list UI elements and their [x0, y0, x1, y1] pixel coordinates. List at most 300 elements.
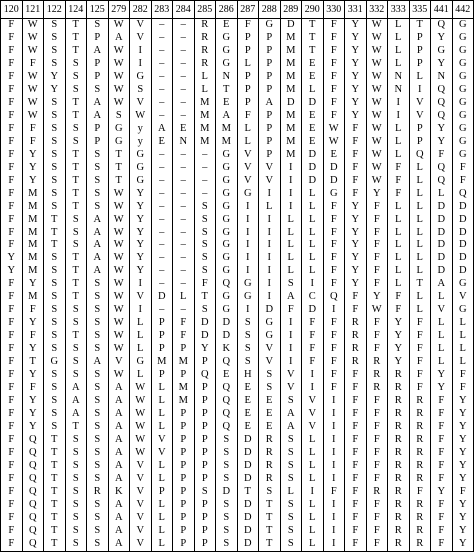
residue-cell: Y — [452, 421, 474, 434]
residue-cell: R — [345, 356, 367, 369]
residue-cell: A — [87, 45, 109, 58]
residue-cell: W — [366, 149, 388, 162]
alignment-row — [1, 382, 474, 395]
residue-cell: Q — [22, 499, 44, 512]
residue-cell: F — [1, 239, 23, 252]
residue-cell: I — [280, 356, 302, 369]
residue-cell: F — [1, 58, 23, 71]
residue-cell: S — [87, 525, 109, 538]
residue-cell: G — [259, 317, 281, 330]
residue-cell: – — [151, 110, 173, 123]
residue-cell: F — [366, 512, 388, 525]
residue-cell: M — [22, 214, 44, 227]
residue-cell: I — [259, 227, 281, 240]
residue-cell: I — [302, 382, 324, 395]
residue-cell: L — [431, 343, 453, 356]
residue-cell: P — [259, 32, 281, 45]
residue-cell: – — [151, 162, 173, 175]
residue-cell: T — [65, 252, 87, 265]
residue-cell: S — [216, 538, 238, 551]
residue-cell: W — [130, 421, 152, 434]
residue-cell: L — [409, 304, 431, 317]
residue-cell: F — [173, 317, 195, 330]
residue-cell: Y — [130, 227, 152, 240]
column-header: 282 — [130, 1, 152, 19]
residue-cell: – — [173, 239, 195, 252]
residue-cell: M — [194, 136, 216, 149]
residue-cell: – — [194, 162, 216, 175]
residue-cell: S — [194, 486, 216, 499]
residue-cell: F — [431, 447, 453, 460]
residue-cell: F — [302, 356, 324, 369]
residue-cell: S — [65, 538, 87, 551]
residue-cell: L — [302, 447, 324, 460]
residue-cell: L — [302, 538, 324, 551]
residue-cell: A — [87, 356, 109, 369]
alignment-row — [1, 538, 474, 551]
residue-cell: P — [409, 123, 431, 136]
residue-cell: R — [409, 460, 431, 473]
residue-cell: S — [44, 278, 66, 291]
residue-cell: Y — [22, 408, 44, 421]
residue-cell: S — [194, 201, 216, 214]
residue-cell: A — [108, 525, 130, 538]
residue-cell: Y — [388, 330, 410, 343]
residue-cell: Y — [388, 343, 410, 356]
residue-cell: L — [409, 227, 431, 240]
residue-cell: S — [87, 175, 109, 188]
residue-cell: T — [65, 45, 87, 58]
residue-cell: F — [366, 265, 388, 278]
residue-cell: R — [259, 434, 281, 447]
residue-cell: M — [22, 227, 44, 240]
residue-cell: T — [44, 499, 66, 512]
residue-cell: Q — [22, 486, 44, 499]
residue-cell: Y — [388, 317, 410, 330]
column-header: 120 — [1, 1, 23, 19]
residue-cell: I — [302, 278, 324, 291]
residue-cell: W — [108, 291, 130, 304]
residue-cell: L — [409, 291, 431, 304]
alignment-row — [1, 486, 474, 499]
residue-cell: S — [87, 304, 109, 317]
residue-cell: M — [280, 45, 302, 58]
residue-cell: – — [151, 19, 173, 32]
residue-cell: S — [194, 265, 216, 278]
residue-cell: F — [22, 330, 44, 343]
residue-cell: W — [108, 71, 130, 84]
residue-cell: D — [216, 330, 238, 343]
alignment-row — [1, 278, 474, 291]
residue-cell: D — [151, 291, 173, 304]
residue-cell: V — [280, 369, 302, 382]
residue-cell: F — [323, 227, 345, 240]
residue-cell: F — [237, 19, 259, 32]
residue-cell: N — [431, 71, 453, 84]
alignment-row — [1, 369, 474, 382]
residue-cell: S — [216, 512, 238, 525]
residue-cell: E — [302, 58, 324, 71]
residue-cell: S — [65, 525, 87, 538]
residue-cell: D — [237, 512, 259, 525]
residue-cell: I — [259, 239, 281, 252]
residue-cell: A — [259, 97, 281, 110]
residue-cell: F — [22, 136, 44, 149]
column-header: 290 — [302, 1, 324, 19]
residue-cell: W — [108, 45, 130, 58]
residue-cell: E — [323, 149, 345, 162]
residue-cell: L — [431, 330, 453, 343]
alignment-row — [1, 447, 474, 460]
residue-cell: S — [237, 343, 259, 356]
residue-cell: S — [87, 421, 109, 434]
residue-cell: F — [431, 499, 453, 512]
residue-cell: M — [280, 149, 302, 162]
residue-cell: F — [345, 188, 367, 201]
residue-cell: L — [151, 499, 173, 512]
residue-cell: P — [194, 408, 216, 421]
residue-cell: G — [216, 149, 238, 162]
residue-cell: P — [237, 71, 259, 84]
residue-cell: S — [44, 421, 66, 434]
residue-cell: T — [194, 291, 216, 304]
residue-cell: V — [237, 175, 259, 188]
residue-cell: R — [194, 58, 216, 71]
residue-cell: S — [194, 239, 216, 252]
residue-cell: L — [452, 330, 474, 343]
residue-cell: – — [173, 71, 195, 84]
residue-cell: S — [280, 395, 302, 408]
residue-cell: F — [1, 32, 23, 45]
residue-cell: S — [65, 369, 87, 382]
residue-cell: F — [323, 71, 345, 84]
residue-cell: Y — [345, 32, 367, 45]
residue-cell: F — [1, 317, 23, 330]
residue-cell: W — [366, 84, 388, 97]
residue-cell: Y — [130, 239, 152, 252]
residue-cell: T — [65, 291, 87, 304]
residue-cell: W — [366, 32, 388, 45]
residue-cell: P — [409, 136, 431, 149]
residue-cell: F — [237, 110, 259, 123]
residue-cell: G — [452, 32, 474, 45]
residue-cell: F — [323, 84, 345, 97]
residue-cell: P — [173, 499, 195, 512]
residue-cell: F — [366, 395, 388, 408]
residue-cell: S — [65, 460, 87, 473]
residue-cell: V — [452, 291, 474, 304]
residue-cell: T — [302, 19, 324, 32]
residue-cell: Y — [452, 395, 474, 408]
residue-cell: L — [452, 356, 474, 369]
column-header: 279 — [108, 1, 130, 19]
residue-cell: P — [194, 512, 216, 525]
residue-cell: G — [216, 175, 238, 188]
residue-cell: F — [1, 188, 23, 201]
residue-cell: L — [151, 473, 173, 486]
residue-cell: F — [345, 525, 367, 538]
residue-cell: Y — [345, 252, 367, 265]
residue-cell: G — [452, 19, 474, 32]
residue-cell: Q — [431, 97, 453, 110]
residue-cell: W — [108, 239, 130, 252]
residue-cell: P — [151, 369, 173, 382]
residue-cell: T — [22, 356, 44, 369]
residue-cell: Y — [130, 188, 152, 201]
residue-cell: G — [452, 149, 474, 162]
residue-cell: Y — [345, 227, 367, 240]
residue-cell: A — [87, 265, 109, 278]
residue-cell: T — [65, 188, 87, 201]
residue-cell: – — [151, 252, 173, 265]
residue-cell: S — [44, 110, 66, 123]
residue-cell: F — [431, 434, 453, 447]
residue-cell: F — [1, 447, 23, 460]
residue-cell: A — [151, 123, 173, 136]
residue-cell: S — [194, 252, 216, 265]
residue-cell: F — [1, 460, 23, 473]
residue-cell: K — [216, 343, 238, 356]
residue-cell: S — [65, 227, 87, 240]
residue-cell: F — [1, 304, 23, 317]
residue-cell: P — [87, 58, 109, 71]
residue-cell: P — [259, 84, 281, 97]
residue-cell: Q — [431, 175, 453, 188]
residue-cell: W — [366, 110, 388, 123]
residue-cell: P — [194, 525, 216, 538]
residue-cell: F — [1, 473, 23, 486]
residue-cell: M — [216, 136, 238, 149]
residue-cell: – — [173, 19, 195, 32]
residue-cell: M — [280, 110, 302, 123]
residue-cell: F — [22, 123, 44, 136]
residue-cell: Q — [216, 408, 238, 421]
residue-cell: – — [151, 97, 173, 110]
alignment-row — [1, 45, 474, 58]
residue-cell: T — [216, 84, 238, 97]
residue-cell: S — [259, 486, 281, 499]
residue-cell: G — [452, 136, 474, 149]
residue-cell: S — [44, 136, 66, 149]
residue-cell: F — [366, 330, 388, 343]
residue-cell: S — [44, 123, 66, 136]
residue-cell: W — [108, 227, 130, 240]
residue-cell: S — [280, 499, 302, 512]
residue-cell: F — [366, 408, 388, 421]
residue-cell: D — [216, 486, 238, 499]
alignment-row — [1, 252, 474, 265]
residue-cell: Q — [194, 369, 216, 382]
residue-cell: Y — [345, 97, 367, 110]
residue-cell: G — [259, 330, 281, 343]
alignment-row — [1, 343, 474, 356]
residue-cell: S — [44, 201, 66, 214]
residue-cell: F — [366, 460, 388, 473]
residue-cell: F — [452, 175, 474, 188]
residue-cell: F — [1, 395, 23, 408]
alignment-row — [1, 525, 474, 538]
residue-cell: L — [151, 382, 173, 395]
residue-cell: S — [65, 317, 87, 330]
residue-cell: Q — [452, 188, 474, 201]
residue-cell: P — [194, 382, 216, 395]
residue-cell: F — [366, 252, 388, 265]
residue-cell: G — [452, 97, 474, 110]
residue-cell: F — [1, 369, 23, 382]
residue-cell: F — [323, 369, 345, 382]
residue-cell: D — [452, 252, 474, 265]
residue-cell: S — [87, 278, 109, 291]
residue-cell: R — [388, 434, 410, 447]
residue-cell: P — [151, 330, 173, 343]
residue-cell: Y — [452, 512, 474, 525]
residue-cell: N — [388, 71, 410, 84]
residue-cell: E — [302, 123, 324, 136]
residue-cell: E — [259, 408, 281, 421]
residue-cell: S — [194, 214, 216, 227]
residue-cell: F — [1, 330, 23, 343]
residue-cell: R — [388, 382, 410, 395]
residue-cell: F — [345, 421, 367, 434]
residue-cell: S — [216, 447, 238, 460]
residue-cell: F — [366, 473, 388, 486]
residue-cell: R — [366, 486, 388, 499]
residue-cell: P — [173, 447, 195, 460]
residue-cell: Y — [194, 343, 216, 356]
residue-cell: Q — [323, 291, 345, 304]
residue-cell: W — [108, 330, 130, 343]
residue-cell: Q — [431, 19, 453, 32]
residue-cell: M — [280, 123, 302, 136]
column-header: 286 — [216, 1, 238, 19]
residue-cell: – — [173, 265, 195, 278]
residue-cell: F — [323, 356, 345, 369]
residue-cell: S — [87, 317, 109, 330]
residue-cell: S — [87, 434, 109, 447]
residue-cell: T — [65, 19, 87, 32]
residue-cell: F — [323, 110, 345, 123]
alignment-row — [1, 317, 474, 330]
residue-cell: S — [65, 356, 87, 369]
residue-cell: D — [431, 227, 453, 240]
residue-cell: L — [431, 188, 453, 201]
residue-cell: P — [87, 136, 109, 149]
residue-cell: F — [323, 19, 345, 32]
residue-cell: I — [302, 486, 324, 499]
residue-cell: F — [345, 175, 367, 188]
alignment-row — [1, 84, 474, 97]
residue-cell: A — [108, 434, 130, 447]
residue-cell: L — [302, 473, 324, 486]
residue-cell: L — [130, 317, 152, 330]
residue-cell: D — [259, 304, 281, 317]
residue-cell: P — [173, 512, 195, 525]
residue-cell: S — [65, 239, 87, 252]
residue-cell: F — [323, 32, 345, 45]
residue-cell: W — [22, 45, 44, 58]
residue-cell: F — [345, 408, 367, 421]
residue-cell: P — [259, 110, 281, 123]
residue-cell: P — [194, 460, 216, 473]
residue-cell: S — [65, 486, 87, 499]
residue-cell: E — [173, 123, 195, 136]
residue-cell: S — [237, 330, 259, 343]
alignment-row — [1, 395, 474, 408]
column-header: 442 — [452, 1, 474, 19]
residue-cell: W — [366, 136, 388, 149]
residue-cell: – — [151, 149, 173, 162]
residue-cell: W — [366, 162, 388, 175]
residue-cell: A — [431, 278, 453, 291]
residue-cell: T — [259, 499, 281, 512]
residue-cell: F — [323, 201, 345, 214]
residue-cell: F — [345, 395, 367, 408]
residue-cell: S — [44, 149, 66, 162]
residue-cell: Q — [22, 460, 44, 473]
residue-cell: P — [194, 538, 216, 551]
residue-cell: S — [87, 369, 109, 382]
residue-cell: A — [87, 110, 109, 123]
alignment-row — [1, 149, 474, 162]
residue-cell: Y — [345, 110, 367, 123]
residue-cell: F — [173, 330, 195, 343]
residue-cell: Y — [431, 369, 453, 382]
residue-cell: S — [280, 525, 302, 538]
residue-cell: P — [259, 58, 281, 71]
residue-cell: W — [366, 123, 388, 136]
residue-cell: W — [22, 32, 44, 45]
residue-cell: S — [44, 252, 66, 265]
residue-cell: E — [237, 408, 259, 421]
residue-cell: Y — [452, 460, 474, 473]
residue-cell: Y — [431, 382, 453, 395]
residue-cell: – — [151, 84, 173, 97]
residue-cell: E — [216, 97, 238, 110]
residue-cell: P — [151, 343, 173, 356]
residue-cell: F — [1, 201, 23, 214]
residue-cell: F — [323, 214, 345, 227]
residue-cell: L — [302, 499, 324, 512]
residue-cell: – — [173, 97, 195, 110]
residue-cell: F — [452, 382, 474, 395]
residue-cell: G — [259, 19, 281, 32]
residue-cell: G — [452, 304, 474, 317]
residue-cell: P — [194, 421, 216, 434]
residue-cell: S — [237, 317, 259, 330]
residue-cell: L — [388, 149, 410, 162]
residue-cell: F — [345, 162, 367, 175]
residue-cell: Q — [216, 278, 238, 291]
residue-cell: M — [194, 110, 216, 123]
residue-cell: V — [130, 525, 152, 538]
residue-cell: Q — [22, 434, 44, 447]
residue-cell: R — [259, 473, 281, 486]
residue-cell: S — [194, 227, 216, 240]
residue-cell: P — [409, 58, 431, 71]
residue-cell: P — [173, 343, 195, 356]
residue-cell: I — [259, 188, 281, 201]
residue-cell: G — [452, 84, 474, 97]
residue-cell: S — [194, 304, 216, 317]
residue-cell: W — [108, 84, 130, 97]
residue-cell: L — [280, 486, 302, 499]
residue-cell: P — [194, 499, 216, 512]
residue-cell: A — [108, 32, 130, 45]
alignment-row — [1, 304, 474, 317]
residue-cell: S — [65, 304, 87, 317]
residue-cell: A — [108, 421, 130, 434]
residue-cell: F — [431, 149, 453, 162]
